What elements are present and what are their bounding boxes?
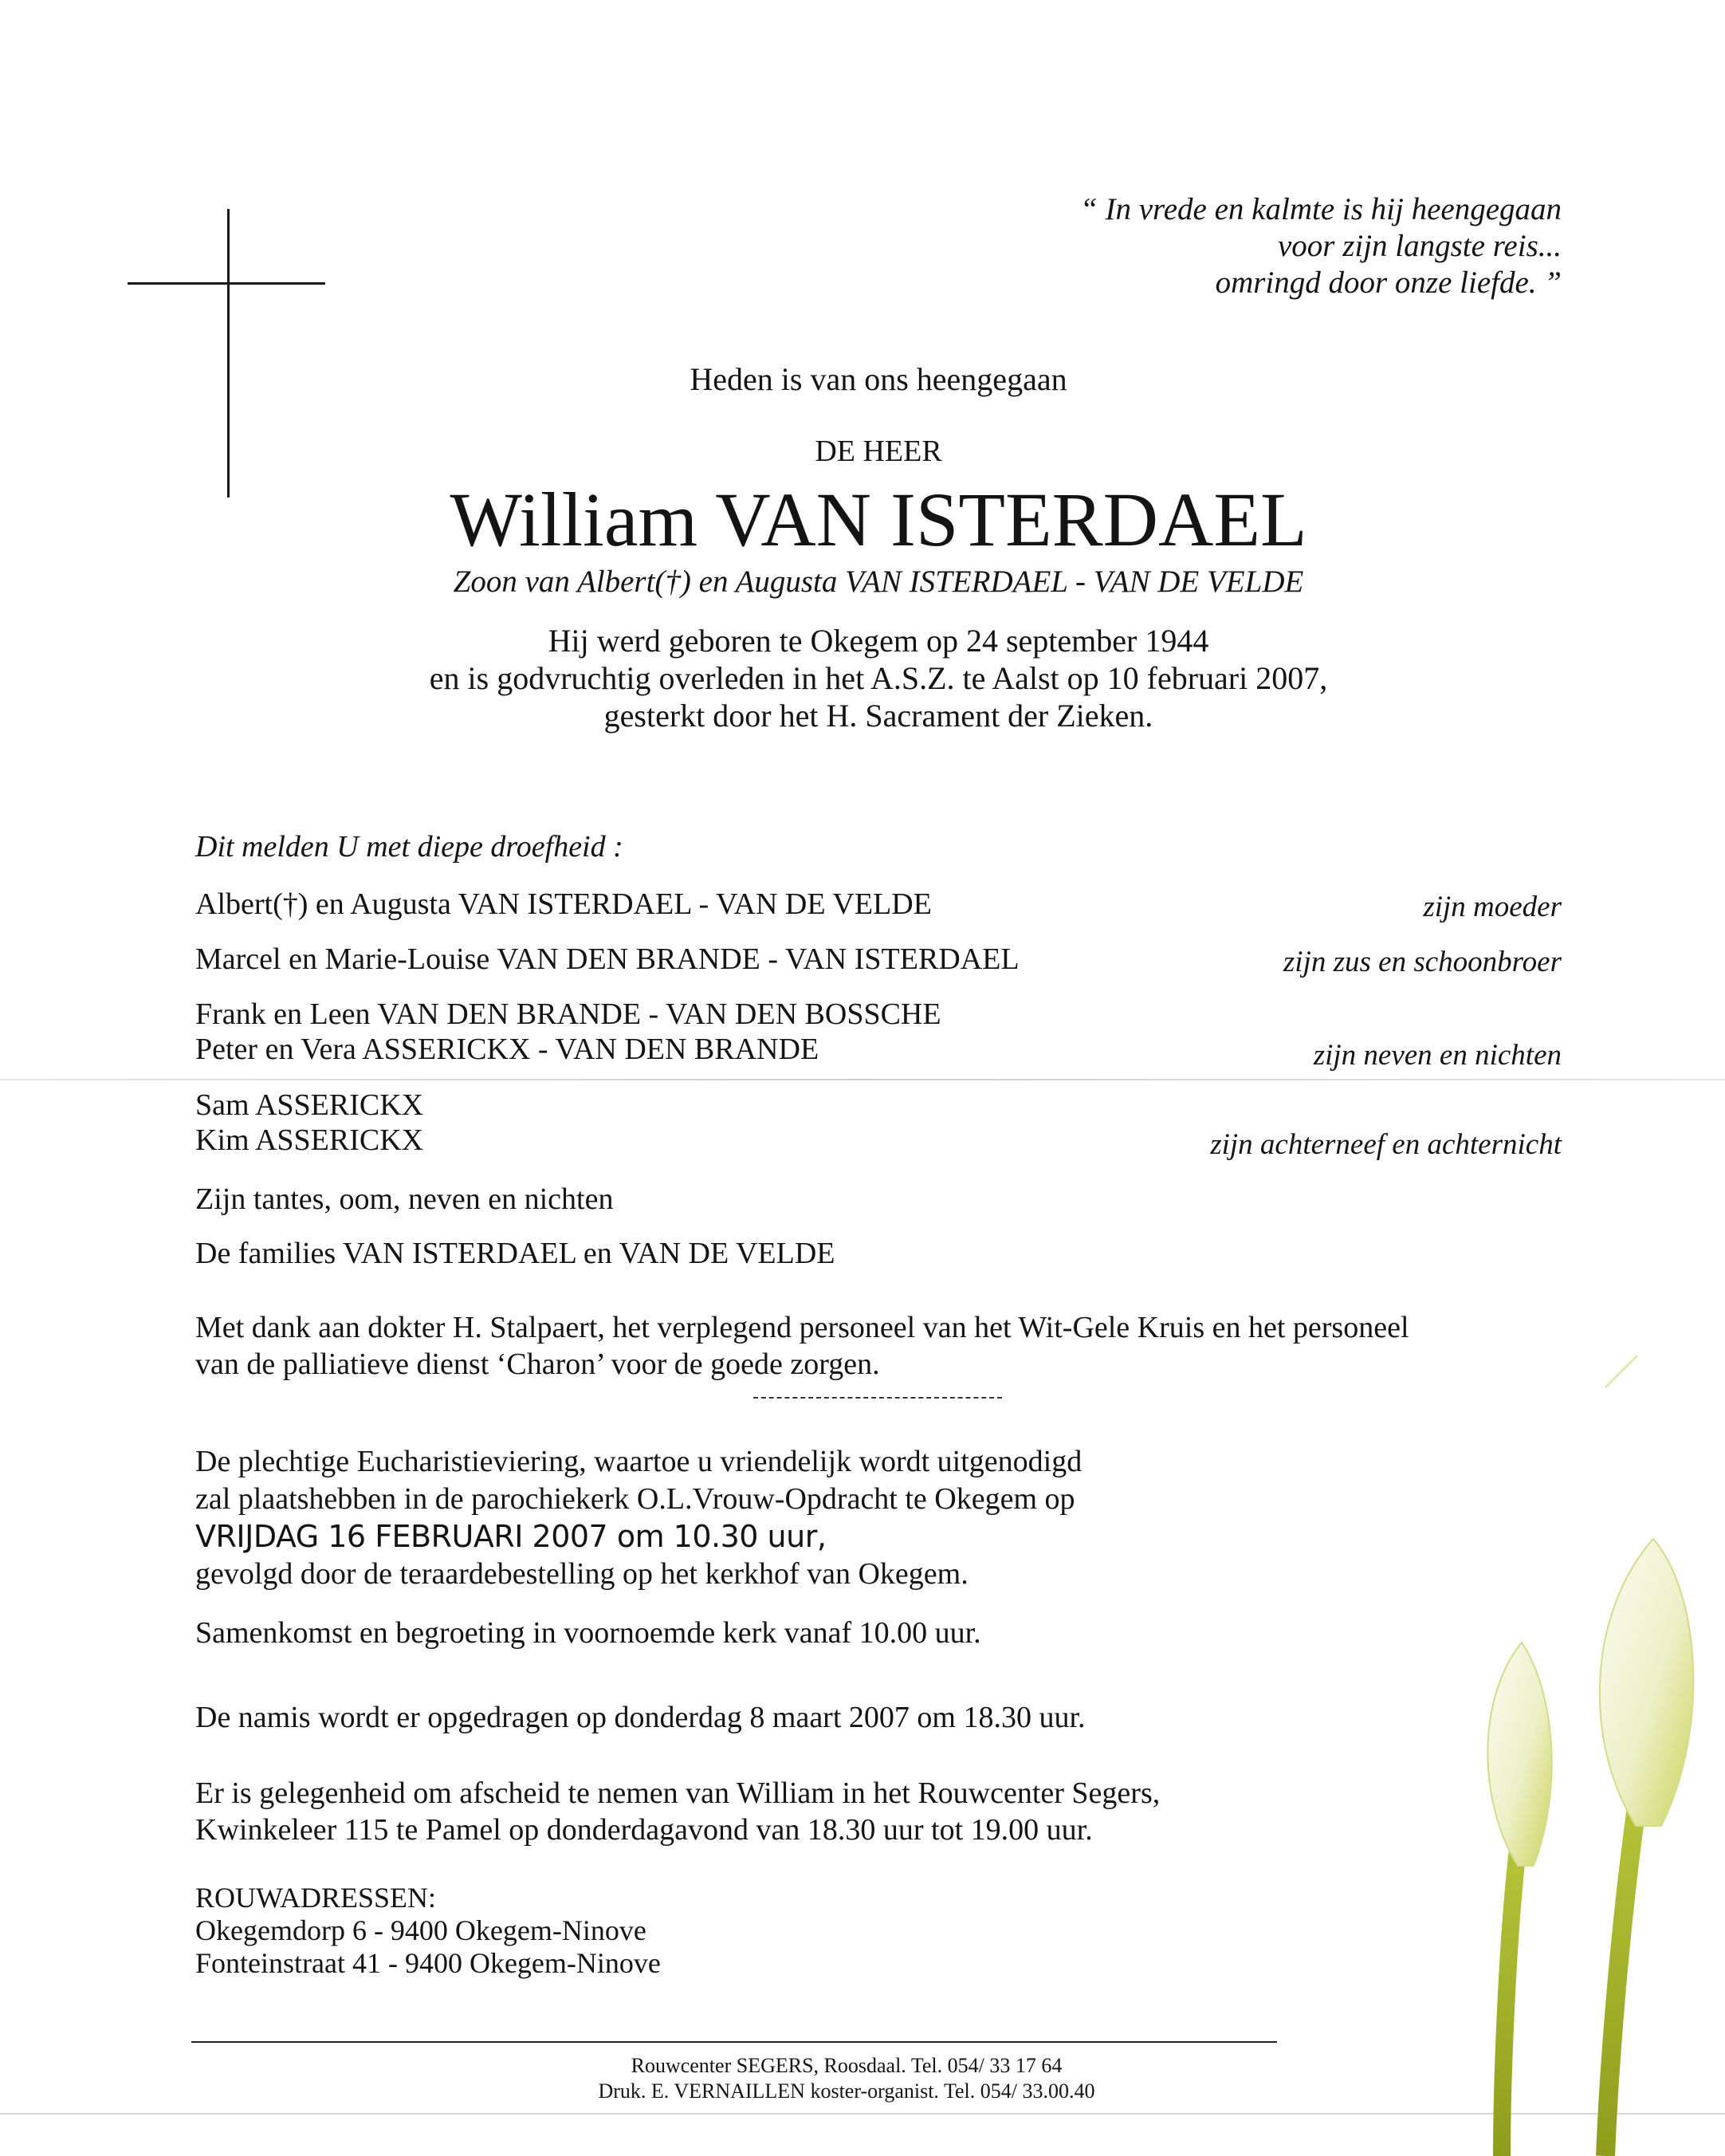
ceremony-line-1: De plechtige Eucharistieviering, waartoe u vriendelijk wordt uitgenodigd	[195, 1445, 1083, 1478]
family-row-4-names	[195, 1088, 423, 1158]
family-row-6-names	[195, 1236, 835, 1271]
lily-right	[1600, 1539, 1693, 2156]
quote-line-2: voor zijn langste reis...	[1277, 229, 1562, 263]
thanks-block	[195, 1309, 1590, 1383]
meeting-text: Samenkomst en begroeting in voornoemde kerk vanaf 10.00 uur.	[195, 1616, 981, 1650]
son-of-text: Zoon van Albert(†) en Augusta VAN ISTERDAEL - VAN DE VELDE	[453, 565, 1304, 599]
family-row-2-relation: zijn zus en schoonbroer	[1283, 946, 1562, 978]
quote-line-3: omringd door onze liefde. ”	[1215, 266, 1562, 300]
farewell-line-1: Er is gelegenheid om afscheid te nemen van William in het Rouwcenter Segers,	[195, 1776, 1161, 1810]
family-name: Sam ASSERICKX	[195, 1088, 424, 1122]
ceremony-block	[195, 1443, 1082, 1593]
family-row-3-relation: zijn neven en nichten	[1313, 1039, 1562, 1072]
footer-rule	[191, 2041, 1277, 2043]
family-row-2-names	[195, 942, 1020, 977]
family-row-4-relation: zijn achterneef en achternicht	[1210, 1128, 1562, 1161]
family-row-1-names	[195, 887, 932, 922]
lily-tip-accent	[1605, 1355, 1637, 1387]
family-name: Peter en Vera ASSERICKX - VAN DEN BRANDE	[195, 1033, 819, 1066]
family-row-1-relation: zijn moeder	[1423, 891, 1562, 923]
deceased-name: William VAN ISTERDAEL	[450, 477, 1307, 562]
birth-line-2: en is godvruchtig overleden in het A.S.Z. te Aalst op 10 februari 2007,	[429, 660, 1328, 696]
ceremony-line-4: gevolgd door de teraardebestelling op het kerkhof van Okegem.	[195, 1557, 969, 1591]
thanks-line-2: van de palliatieve dienst ‘Charon’ voor de goede zorgen.	[195, 1348, 880, 1381]
farewell-block	[195, 1775, 1160, 1848]
addresses-block	[195, 1882, 661, 1980]
lily-left	[1487, 1643, 1551, 2156]
family-name: Kim ASSERICKX	[195, 1123, 424, 1157]
address-item: Fonteinstraat 41 - 9400 Okegem-Ninove	[195, 1947, 661, 1979]
quote-block	[1080, 191, 1562, 301]
address-item: Okegemdorp 6 - 9400 Okegem-Ninove	[195, 1914, 646, 1946]
ceremony-line-2: zal plaatshebben in de parochiekerk O.L.Vrouw-Opdracht te Okegem op	[195, 1482, 1075, 1516]
cross-horizontal-bar	[128, 282, 325, 285]
quote-line-1: “ In vrede en kalmte is hij heengegaan	[1080, 192, 1562, 226]
farewell-line-2: Kwinkeleer 115 te Pamel op donderdagavond van 18.30 uur tot 19.00 uur.	[195, 1813, 1093, 1847]
birth-death-block	[0, 622, 1725, 734]
addresses-heading: ROUWADRESSEN:	[195, 1882, 437, 1914]
ceremony-date: VRIJDAG 16 FEBRUARI 2007 om 10.30 uur,	[195, 1519, 827, 1554]
family-name: Zijn tantes, oom, neven en nichten	[195, 1182, 614, 1216]
memorial-text: De namis wordt er opgedragen op donderdag 8 maart 2007 om 18.30 uur.	[195, 1701, 1086, 1734]
birth-line-3: gesterkt door het H. Sacrament der Zieken.	[603, 698, 1153, 734]
family-name: Frank en Leen VAN DEN BRANDE - VAN DEN BOSSCHE	[195, 997, 941, 1031]
family-name: De families VAN ISTERDAEL en VAN DE VELDE	[195, 1237, 835, 1270]
title-text: DE HEER	[815, 435, 942, 468]
family-row-3-names	[195, 997, 941, 1067]
footer-line-1: Rouwcenter SEGERS, Roosdaal. Tel. 054/ 33 17 64	[631, 2054, 1063, 2077]
paper-fold-line	[0, 1079, 1725, 1080]
family-name: Albert(†) en Augusta VAN ISTERDAEL - VAN DE VELDE	[195, 887, 932, 921]
announce-intro: Dit melden U met diepe droefheid :	[195, 830, 623, 864]
dashed-separator	[753, 1397, 1002, 1399]
calla-lily-illustration	[1382, 1355, 1725, 2156]
family-name: Marcel en Marie-Louise VAN DEN BRANDE - VAN ISTERDAEL	[195, 942, 1020, 976]
intro-text: Heden is van ons heengegaan	[690, 361, 1067, 397]
footer-line-2: Druk. E. VERNAILLEN koster-organist. Tel. 054/ 33.00.40	[598, 2079, 1095, 2103]
family-row-5-names	[195, 1182, 613, 1217]
thanks-line-1: Met dank aan dokter H. Stalpaert, het verplegend personeel van het Wit-Gele Kruis en het personeel	[195, 1311, 1409, 1344]
birth-line-1: Hij werd geboren te Okegem op 24 september 1944	[548, 623, 1209, 659]
